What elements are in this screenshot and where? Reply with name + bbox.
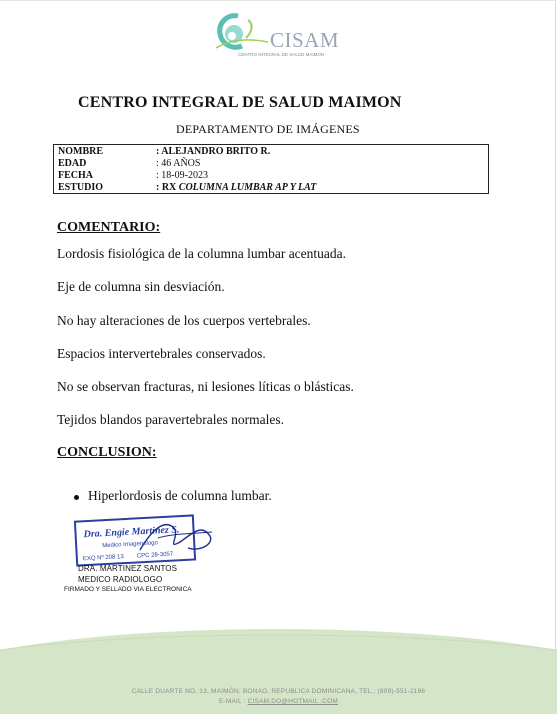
- comment-line: Lordosis fisiológica de la columna lumbar acentuada.: [57, 246, 347, 261]
- footer-address: CALLE DUARTE NO. 13, MAIMÓN, BONAO, REPUBLICA DOMINICANA, TEL.: (809)-551-2196: [131, 688, 426, 695]
- comment-line: Tejidos blandos paravertebrales normales.: [57, 412, 284, 427]
- footer-email: [0, 698, 557, 705]
- conclusion-text: Hiperlordosis de columna lumbar.: [88, 488, 272, 503]
- signature-stamp: [70, 512, 220, 568]
- info-label: ESTUDIO: [58, 182, 104, 193]
- study-detail: COLUMNA LUMBAR AP Y LAT: [178, 182, 317, 193]
- patient-age: : 46 AÑOS: [156, 158, 201, 169]
- footer-email-label: E-MAIL :: [218, 698, 248, 705]
- doctor-name: DRA. MARTINEZ SANTOS: [78, 564, 178, 573]
- footer-email-link[interactable]: CISAM.DO@HOTMAIL .COM: [247, 698, 339, 705]
- comment-line: Espacios intervertebrales conservados.: [57, 346, 266, 361]
- conclusion-item: [72, 488, 272, 504]
- study-prefix: : RX: [156, 182, 179, 193]
- info-label: EDAD: [58, 158, 87, 169]
- comment-line: Eje de columna sin desviación.: [57, 279, 225, 294]
- signature-note: FIRMADO Y SELLADO VIA ELECTRONICA: [64, 586, 192, 593]
- info-label: FECHA: [58, 170, 93, 181]
- conclusion-heading: CONCLUSION:: [57, 445, 157, 460]
- patient-name: : ALEJANDRO BRITO R.: [156, 146, 271, 157]
- exam-date: : 18-09-2023: [156, 170, 208, 181]
- study-name: [156, 182, 316, 194]
- comment-line: No se observan fracturas, ni lesiones líticas o blásticas.: [57, 379, 354, 394]
- info-label: NOMBRE: [58, 146, 103, 157]
- department-title: DEPARTAMENTO DE IMÁGENES: [176, 122, 360, 136]
- patient-info-box: [53, 144, 489, 194]
- comment-line: No hay alteraciones de los cuerpos vertebrales.: [57, 313, 311, 328]
- comment-heading: COMENTARIO:: [57, 220, 161, 235]
- stamp-cmp: CPC 28-3057: [136, 551, 174, 560]
- document-title: CENTRO INTEGRAL DE SALUD MAIMON: [78, 94, 402, 111]
- logo-wordmark: CISAM: [270, 28, 340, 52]
- stamp-name: Dra. Engie Martinez S.: [83, 524, 180, 541]
- doctor-title: MEDICO RADIOLOGO: [78, 575, 163, 584]
- logo-subtitle: CENTRO INTEGRAL DE SALUD MAIMON: [238, 52, 325, 57]
- conclusion-list: [72, 488, 272, 504]
- stamp-title: Medico Imagenologo: [102, 540, 159, 550]
- signature-block: [78, 563, 177, 585]
- stamp-exq: EXQ Nº 208 13: [82, 554, 124, 563]
- bullet-icon: [74, 495, 79, 500]
